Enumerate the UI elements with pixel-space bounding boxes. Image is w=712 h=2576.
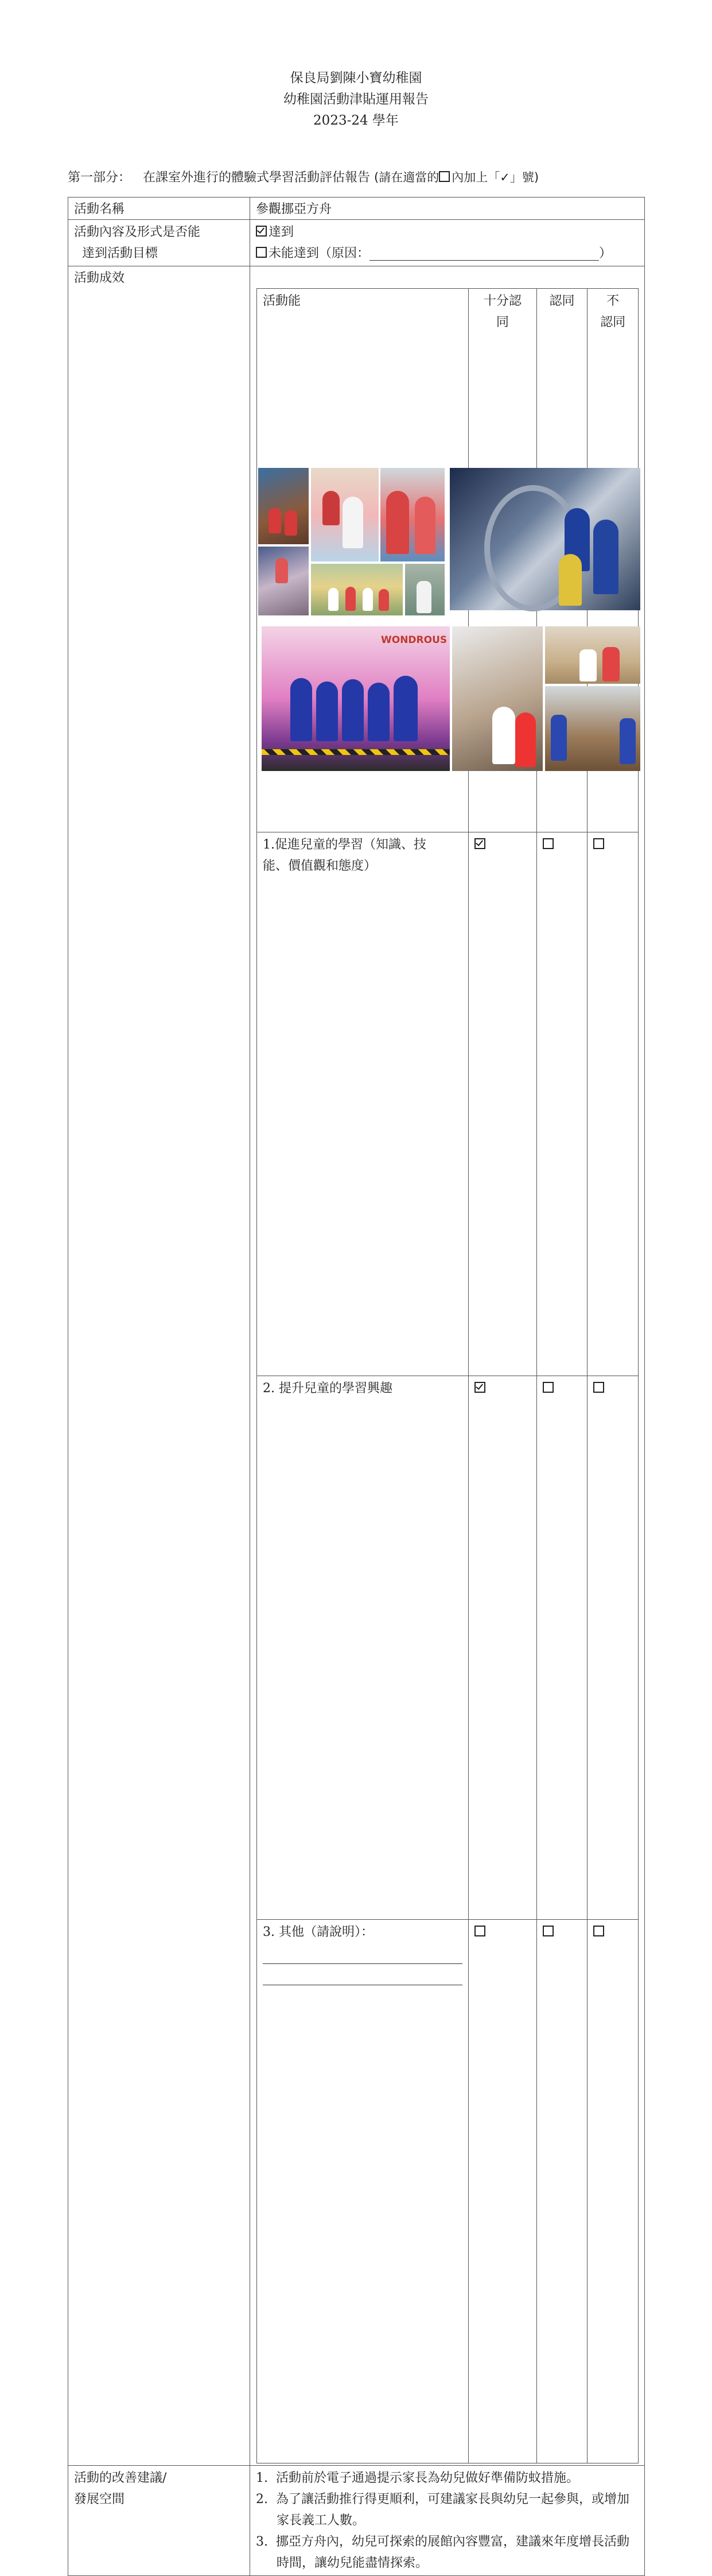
goal-achieved-option[interactable]: 達到 bbox=[256, 222, 639, 243]
photo-collage bbox=[258, 468, 640, 772]
school-name: 保良局劉陳小寶幼稚園 bbox=[290, 71, 422, 86]
photo-children-toys bbox=[311, 468, 379, 561]
improvement-suggestions bbox=[250, 2466, 645, 2576]
eval-item-2: 2. 提升兒童的學習興趣 bbox=[257, 1376, 469, 1920]
photo-children-wall bbox=[405, 564, 445, 615]
section-title bbox=[68, 168, 539, 185]
checkbox-icon[interactable] bbox=[543, 1926, 554, 1936]
goal-label: 活動內容及形式是否能 達到活動目標 bbox=[68, 220, 250, 266]
checkbox-icon[interactable] bbox=[593, 1926, 604, 1936]
checked-checkbox-icon[interactable] bbox=[474, 838, 485, 849]
other-blank-2[interactable] bbox=[263, 1964, 462, 1985]
checkbox-icon[interactable] bbox=[593, 1382, 604, 1393]
photo-aquarium-group bbox=[258, 468, 309, 544]
photo-group-garden bbox=[311, 564, 403, 615]
school-year: 2023-24 學年 bbox=[313, 113, 399, 128]
checkbox-icon[interactable] bbox=[543, 838, 554, 849]
reason-blank[interactable] bbox=[369, 247, 599, 261]
photo-display-case bbox=[452, 626, 543, 771]
eval-item-3: 3. 其他（請說明）： bbox=[257, 1920, 469, 2463]
header-activity: 活動能 bbox=[257, 289, 469, 832]
effect-label: 活動成效 bbox=[68, 266, 250, 2466]
photo-boat-models bbox=[545, 626, 640, 684]
activity-name-label: 活動名稱 bbox=[68, 197, 250, 220]
improvement-label: 活動的改善建議/ 發展空間 bbox=[68, 2466, 250, 2576]
goal-options bbox=[250, 220, 645, 266]
goal-not-achieved-option[interactable]: 未能達到（原因： ） bbox=[256, 243, 639, 264]
suggestion-list bbox=[256, 2467, 639, 2574]
photo-toy-exhibit bbox=[258, 547, 309, 615]
photo-girls-pointing bbox=[380, 468, 445, 561]
section-instruction: (請在適當的 內加上「✓」號) bbox=[374, 171, 539, 184]
header-strongly-agree: 十分認 同 bbox=[469, 289, 537, 832]
checkbox-icon[interactable] bbox=[543, 1382, 554, 1393]
checkbox-icon[interactable] bbox=[593, 838, 604, 849]
checked-checkbox-icon[interactable] bbox=[256, 226, 267, 237]
checked-checkbox-icon[interactable] bbox=[474, 1382, 485, 1393]
photo-kids-window bbox=[450, 468, 640, 610]
section-label: 第一部分： bbox=[68, 171, 131, 185]
suggestion-item: 1. 活動前於電子通過提示家長為幼兒做好準備防蚊措施。 bbox=[256, 2471, 579, 2485]
photo-dining-table bbox=[545, 686, 640, 771]
checkbox-icon[interactable] bbox=[474, 1926, 485, 1936]
section-heading: 在課室外進行的體驗式學習活動評估報告 bbox=[143, 171, 371, 185]
checkbox-icon[interactable] bbox=[256, 247, 267, 258]
header-disagree: 不 認同 bbox=[588, 289, 639, 832]
suggestion-item: 2. 為了讓活動推行得更順利，可建議家長與幼兒一起參與，或增加家長義工人數。 bbox=[256, 2492, 630, 2528]
header-agree: 認同 bbox=[536, 289, 588, 832]
photo-graduation-group bbox=[262, 626, 450, 771]
other-blank-1[interactable] bbox=[263, 1943, 462, 1964]
checkbox-icon bbox=[439, 171, 450, 182]
report-title: 幼稚園活動津貼運用報告 bbox=[283, 92, 429, 107]
activity-name-value: 參觀挪亞方舟 bbox=[250, 197, 645, 220]
document-header bbox=[0, 68, 712, 131]
wondrous-sign: WONDROUS bbox=[381, 634, 448, 646]
eval-item-1: 1.促進兒童的學習（知識、技 能、價值觀和態度） bbox=[257, 832, 469, 1376]
suggestion-item: 3. 挪亞方舟內，幼兒可探索的展館內容豐富，建議來年度增長活動時間，讓幼兒能盡情探索。 bbox=[256, 2535, 630, 2570]
